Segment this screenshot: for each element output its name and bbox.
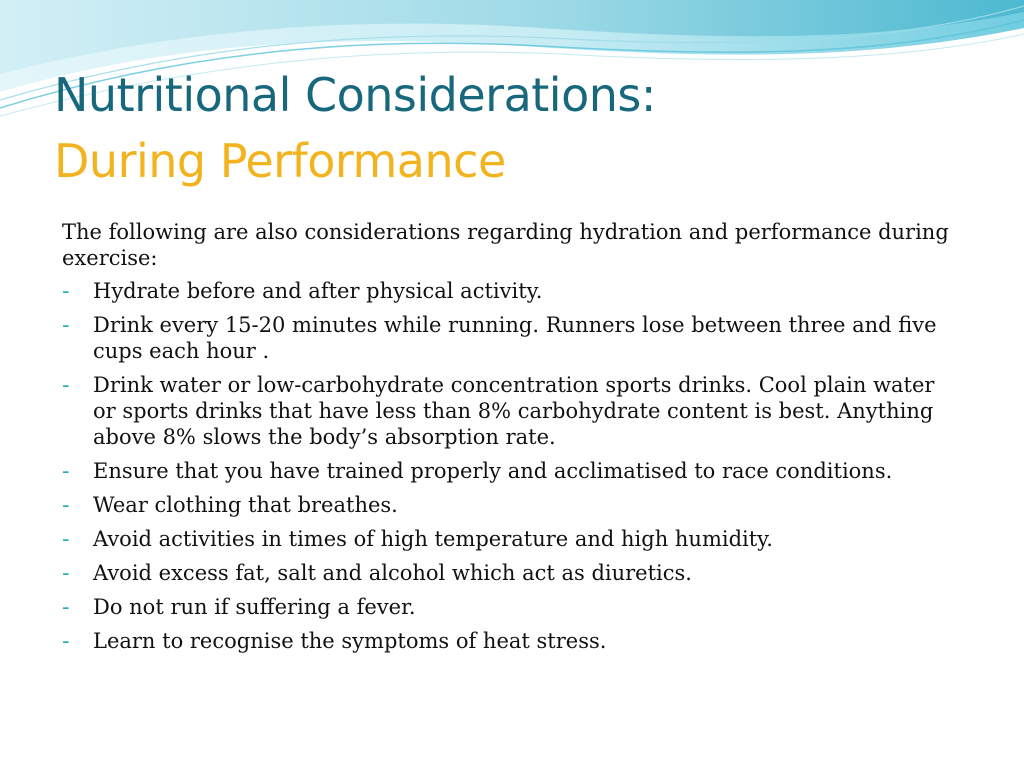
bullet-text: Do not run if suffering a fever.: [93, 595, 416, 619]
bullet-text: Learn to recognise the symptoms of heat stress.: [93, 629, 607, 653]
bullet-text: Ensure that you have trained properly and acclimatised to race conditions.: [93, 459, 893, 483]
bullet-text: Drink water or low-carbohydrate concentration sports drinks. Cool plain water or sports drinks that have less than 8% carbohydrate content is best. Anything above 8% slows the body’s absorption rate.: [93, 373, 935, 449]
bullet-marker: -: [62, 527, 70, 551]
bullet-marker: -: [62, 373, 70, 397]
list-item: [62, 312, 962, 364]
list-item: [62, 372, 962, 450]
bullet-list: [62, 278, 962, 654]
bullet-text: Wear clothing that breathes.: [93, 493, 398, 517]
bullet-marker: -: [62, 629, 70, 653]
list-item: [62, 560, 962, 586]
slide-title: [54, 62, 994, 194]
list-item: [62, 594, 962, 620]
list-item: [62, 278, 962, 304]
bullet-marker: -: [62, 561, 70, 585]
bullet-marker: -: [62, 595, 70, 619]
bullet-text: Avoid excess fat, salt and alcohol which act as diuretics.: [93, 561, 692, 585]
bullet-marker: -: [62, 459, 70, 483]
intro-paragraph: The following are also considerations regarding hydration and performance during exercise:: [62, 220, 949, 270]
list-item: [62, 458, 962, 484]
list-item: [62, 628, 962, 654]
bullet-marker: -: [62, 279, 70, 303]
list-item: [62, 492, 962, 518]
list-item: [62, 526, 962, 552]
slide-body: [62, 219, 962, 662]
bullet-text: Avoid activities in times of high temperature and high humidity.: [93, 527, 773, 551]
bullet-marker: -: [62, 493, 70, 517]
bullet-text: Hydrate before and after physical activity.: [93, 279, 543, 303]
bullet-marker: -: [62, 313, 70, 337]
title-main: Nutritional Considerations:: [54, 68, 656, 122]
bullet-text: Drink every 15-20 minutes while running. Runners lose between three and five cups each hour .: [93, 313, 937, 363]
title-subtitle: During Performance: [54, 134, 506, 188]
